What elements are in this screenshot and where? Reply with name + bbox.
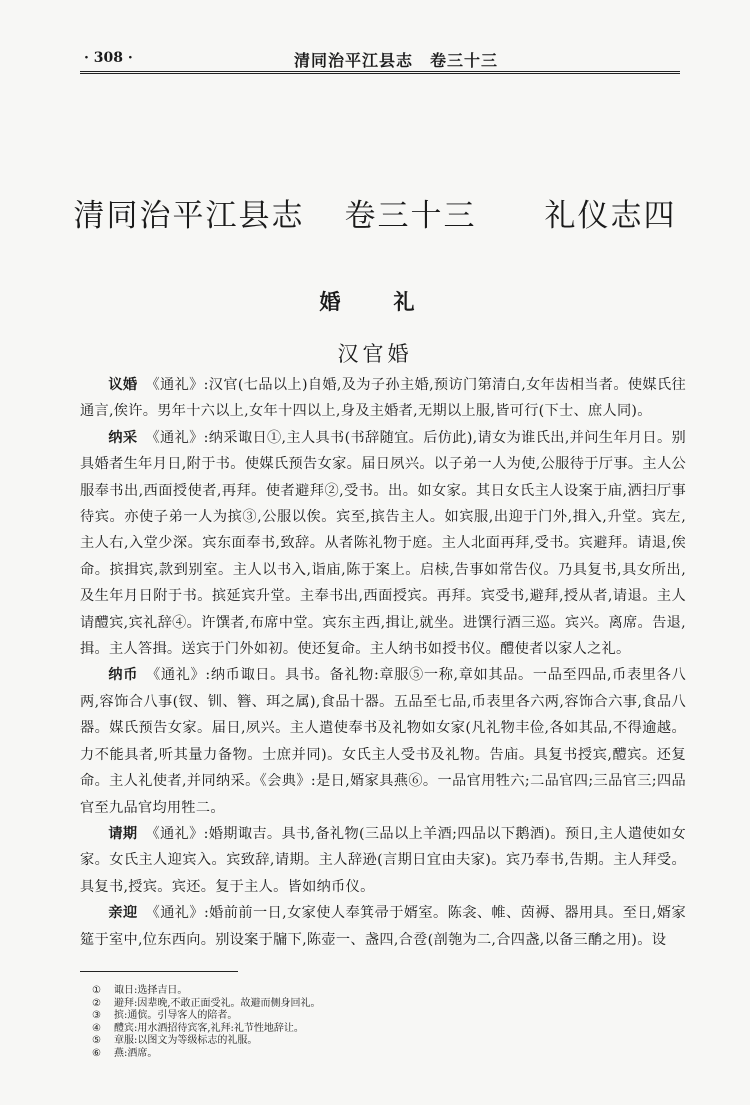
footnote-mark: ⑥ xyxy=(92,1047,101,1059)
title-book: 清同治平江县志 xyxy=(73,198,305,234)
title-volume: 卷三十三 xyxy=(344,198,477,234)
footnote-mark: ⑤ xyxy=(92,1035,101,1047)
footnote-mark: ③ xyxy=(92,1010,101,1022)
paragraph-text: 《通礼》:汉官(七品以上)自婚,及为子孙主婚,预访门第清白,女年齿相当者。使媒氏往通言,俟许。男年十六以上,女年十四以上,身及主婚者,无期以上服,皆可行(下士、庶人同)。 xyxy=(80,377,686,420)
paragraph-qinying xyxy=(80,900,686,953)
page-number: · 308 · xyxy=(84,50,133,66)
footnote xyxy=(92,998,652,1011)
paragraph-text: 《通礼》:婚前前一日,女家使人奉箕帚于婿室。陈衾、帷、茵褥、器用具。至日,婿家筵于室中,位东西向。别设案于牖下,陈壶一、盏四,合卺(剖匏为二,合四盏,以备三酳之用)。设 xyxy=(80,905,686,948)
running-title: 清同治平江县志 卷三十三 xyxy=(294,51,499,70)
footnote-text: 摈:通傧。引导客人的陪者。 xyxy=(114,1010,238,1022)
paragraph-term: 纳采 xyxy=(108,429,138,446)
section-heading: 婚 礼 xyxy=(319,289,431,314)
footnote xyxy=(92,1023,652,1036)
page-title xyxy=(0,190,750,235)
footnote-text: 避拜:因辈晚,不敢正面受礼。故避而侧身回礼。 xyxy=(114,997,321,1009)
footnote-text: 章服:以图文为等级标志的礼服。 xyxy=(114,1035,258,1047)
subsection-heading: 汉官婚 xyxy=(337,342,413,366)
paragraph-text: 《通礼》:纳币诹日。具书。备礼物:章服⑤一称,章如其品。一品至四品,币表里各八两,容饰合八事(钗、钏、簪、珥之属),食品十器。五品至七品,币表里各六两,容饰合六事,食品八器。媒氏预告女家。届日,夙兴。主人遣使奉书及礼物如女家(凡礼物丰俭,各如其品,不得逾越。力不能具者,听其量力备物。士庶并同)。女氏主人受书及礼物。告庙。具复书授宾,醴宾。还复命。主人礼使者,并同纳采。《会典》:是日,婿家具燕⑥。一品官用牲六;二品官四;三品官三;四品官至九品官均用牲二。 xyxy=(80,667,686,816)
footnote-mark: ① xyxy=(92,985,101,996)
footnote xyxy=(92,1010,652,1023)
footnote-text: 燕:酒席。 xyxy=(114,1047,158,1059)
paragraph-term: 纳币 xyxy=(108,667,139,684)
footnote-rule xyxy=(80,971,238,972)
footnote-mark: ② xyxy=(92,997,101,1009)
paragraph-qingqi xyxy=(80,821,686,900)
header-double-rule xyxy=(80,71,680,74)
paragraph-term: 议婚 xyxy=(108,377,138,393)
paragraph-text: 《通礼》:纳采诹日①,主人具书(书辞随宜。后仿此),请女为谁氏出,并问生年月日。别具婚者生年月日,附于书。使媒氏预告女家。届日夙兴。以子弟一人为使,公服待于厅事。主人公服奉书出,西面授使者,再拜。使者避拜②,受书。出。如女家。其日女氏主人设案于庙,洒扫厅事待宾。亦使子弟一人为摈③,公服以俟。宾至,摈告主人。如宾服,出迎于门外,揖入,升堂。宾左,主人右,入堂少深。宾东面奉书,致辞。从者陈礼物于庭。主人北面再拜,受书。宾避拜。请退,俟命。摈揖宾,款到别室。主人以书入,诣庙,陈于案上。启椟,告事如常告仪。乃具复书,具女所出,及生年月日附于书。摈延宾升堂。主奉书出,西面授宾。再拜。宾受书,避拜,授从者,请退。主人请醴宾,宾礼辞④。许馔者,布席中堂。宾东主西,揖让,就坐。进馔行酒三巡。宾兴。离席。告退,揖。主人答揖。送宾于门外如初。使还复命。主人纳书如授书仪。醴使者以家人之礼。 xyxy=(80,429,686,658)
paragraph-text: 《通礼》:婚期诹吉。具书,备礼物(三品以上羊酒;四品以下鹅酒)。预日,主人遣使如女家。女氏主人迎宾入。宾致辞,请期。主人辞逊(言期日宜由夫家)。宾乃奉书,告期。主人拜受。具复书,授宾。宾还。复于主人。皆如纳币仪。 xyxy=(80,825,686,895)
paragraph-term: 请期 xyxy=(108,825,138,842)
paragraph-nabi xyxy=(80,662,686,820)
footnote xyxy=(92,985,652,998)
footnote-text: 诹日:选择吉日。 xyxy=(114,985,188,996)
footnote xyxy=(92,1048,652,1061)
body-text xyxy=(80,372,686,953)
paragraph-term: 亲迎 xyxy=(108,905,138,922)
running-header xyxy=(80,40,680,74)
footnote xyxy=(92,1035,652,1048)
footnote-text: 醴宾:用水酒招待宾客,礼拜:礼节性地辞让。 xyxy=(114,1022,304,1034)
footnotes xyxy=(92,985,652,1061)
paragraph-yihun xyxy=(80,372,686,425)
title-chapter: 礼仪志四 xyxy=(544,198,677,234)
paragraph-nacai xyxy=(80,425,686,663)
footnote-mark: ④ xyxy=(92,1022,101,1034)
